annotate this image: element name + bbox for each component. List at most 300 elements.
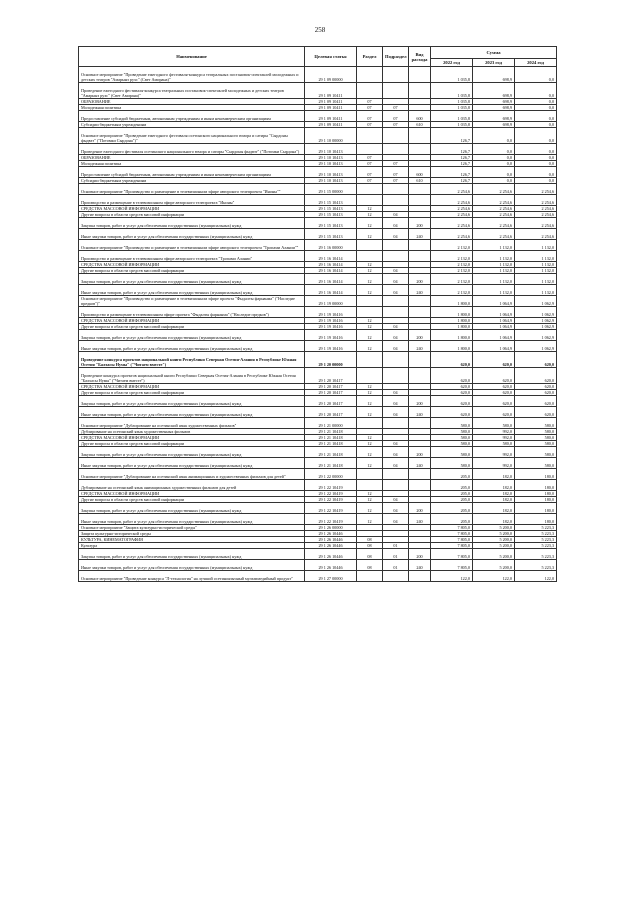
row-sum-2022: 580,0 [431, 418, 473, 429]
row-expense-type [409, 480, 431, 491]
row-sum-2022: 1 035,8 [431, 122, 473, 128]
table-row [79, 274, 557, 285]
row-section: 12 [357, 206, 383, 212]
row-sum-2022: 1 035,8 [431, 99, 473, 105]
row-name: Основное мероприятие "Проведение конкурса "Л-технология" на лучший осетиноязычный мультимедийный продукт" [79, 571, 305, 582]
row-sum-2024: 0,0 [515, 122, 557, 128]
row-code: 29 1 16 10414 [305, 285, 357, 296]
row-sum-2023: 1 064,9 [473, 341, 515, 352]
row-expense-type [409, 418, 431, 429]
row-expense-type: 240 [409, 407, 431, 418]
row-sum-2023: 182,0 [473, 503, 515, 514]
row-name: Закупка товаров, работ и услуг для обеспечения государственных (муниципальных) нужд [79, 330, 305, 341]
table-row [79, 418, 557, 429]
table-row [79, 407, 557, 418]
row-code: 29 1 09 10411 [305, 83, 357, 99]
row-sum-2023: 0,0 [473, 161, 515, 167]
row-name: СРЕДСТВА МАССОВОЙ ИНФОРМАЦИИ [79, 318, 305, 324]
row-subsection: 01 [383, 549, 409, 560]
row-sum-2024: 180,0 [515, 503, 557, 514]
header-section: Раздел [357, 47, 383, 67]
row-sum-2022: 122,0 [431, 571, 473, 582]
row-name: Иные закупки товаров, работ и услуг для обеспечения государственных (муниципальных) нужд [79, 229, 305, 240]
row-subsection [383, 469, 409, 480]
row-name: Субсидии бюджетным учреждениям [79, 122, 305, 128]
row-section: 08 [357, 549, 383, 560]
row-expense-type [409, 352, 431, 368]
header-code: Целевая статья [305, 47, 357, 67]
row-sum-2022: 580,0 [431, 435, 473, 441]
row-code: 29 1 21 10418 [305, 458, 357, 469]
row-name: Проведение ежегодного фестиваля-конкурса театральных постановок-спектаклей молодежных и детских театров "Амарынэ рухс" (Свет Амирана)" [79, 83, 305, 99]
row-code: 29 1 22 10419 [305, 514, 357, 525]
row-name: Закупка товаров, работ и услуг для обеспечения государственных (муниципальных) нужд [79, 503, 305, 514]
row-sum-2024: 580,0 [515, 458, 557, 469]
row-expense-type: 200 [409, 330, 431, 341]
row-sum-2024: 5 223,3 [515, 531, 557, 537]
row-sum-2024: 580,0 [515, 447, 557, 458]
table-row [79, 469, 557, 480]
row-name: Молодежная политика [79, 161, 305, 167]
row-code: 29 1 15 10413 [305, 212, 357, 218]
row-code: 29 1 09 10411 [305, 111, 357, 122]
header-name: Наименование [79, 47, 305, 67]
row-code: 29 1 21 10418 [305, 429, 357, 435]
row-sum-2024: 0,0 [515, 155, 557, 161]
table-row [79, 296, 557, 307]
row-code: 29 1 20 10417 [305, 384, 357, 390]
row-sum-2024: 1 062,9 [515, 324, 557, 330]
row-section: 12 [357, 218, 383, 229]
row-sum-2022: 126,7 [431, 161, 473, 167]
row-sum-2023: 182,0 [473, 469, 515, 480]
row-sum-2023: 1 064,9 [473, 318, 515, 324]
row-expense-type: 240 [409, 458, 431, 469]
row-sum-2023: 620,0 [473, 390, 515, 396]
row-expense-type [409, 83, 431, 99]
row-name: Проведение ежегодного фестиваля осетинского национального юмора и сатиры "Сырдоны фыдвзт" ("Потомки Сырдона") [79, 144, 305, 155]
row-sum-2023: 580,0 [473, 418, 515, 429]
row-sum-2023: 2 254,6 [473, 212, 515, 218]
row-code: 29 1 19 00000 [305, 296, 357, 307]
row-sum-2022: 1 035,8 [431, 105, 473, 111]
row-sum-2023: 698,9 [473, 67, 515, 83]
table-row [79, 341, 557, 352]
row-code: 29 1 22 10419 [305, 503, 357, 514]
row-sum-2022: 205,0 [431, 503, 473, 514]
row-sum-2023: 1 064,9 [473, 307, 515, 318]
row-section: 12 [357, 447, 383, 458]
table-row [79, 195, 557, 206]
row-sum-2022: 126,7 [431, 144, 473, 155]
row-sum-2024: 580,0 [515, 418, 557, 429]
row-sum-2024: 0,0 [515, 128, 557, 144]
row-code: 29 1 19 10416 [305, 307, 357, 318]
row-section [357, 368, 383, 384]
row-section: 08 [357, 543, 383, 549]
row-section [357, 128, 383, 144]
row-sum-2023: 122,0 [473, 571, 515, 582]
row-section [357, 83, 383, 99]
row-sum-2024: 2 254,6 [515, 229, 557, 240]
row-section [357, 480, 383, 491]
row-subsection: 04 [383, 514, 409, 525]
row-subsection [383, 144, 409, 155]
row-code: 29 1 10 10413 [305, 155, 357, 161]
table-body [79, 67, 557, 582]
row-subsection: 04 [383, 274, 409, 285]
row-sum-2023: 1 132,0 [473, 274, 515, 285]
row-sum-2023: 1 132,0 [473, 262, 515, 268]
table-row [79, 285, 557, 296]
row-sum-2022: 2 254,6 [431, 229, 473, 240]
row-section: 12 [357, 384, 383, 390]
row-expense-type: 240 [409, 285, 431, 296]
row-code: 29 1 27 00000 [305, 571, 357, 582]
row-section [357, 469, 383, 480]
row-name: Закупка товаров, работ и услуг для обеспечения государственных (муниципальных) нужд [79, 396, 305, 407]
row-sum-2023: 698,9 [473, 99, 515, 105]
row-sum-2023: 182,0 [473, 497, 515, 503]
row-expense-type [409, 144, 431, 155]
row-section [357, 307, 383, 318]
row-subsection: 07 [383, 105, 409, 111]
row-name: Защита культурно-исторической среды [79, 531, 305, 537]
row-code: 29 1 19 10416 [305, 341, 357, 352]
row-sum-2023: 2 254,6 [473, 195, 515, 206]
row-section: 07 [357, 161, 383, 167]
row-name: Основное мероприятие "Дублирование на осетинский язык художественных фильмов" [79, 418, 305, 429]
row-sum-2022: 7 805,0 [431, 543, 473, 549]
row-sum-2023: 2 254,6 [473, 184, 515, 195]
row-sum-2023: 992,0 [473, 458, 515, 469]
row-code: 29 1 21 10418 [305, 441, 357, 447]
row-sum-2022: 1 035,8 [431, 83, 473, 99]
row-expense-type: 200 [409, 503, 431, 514]
row-name: Предоставление субсидий бюджетным, автономным учреждениям и иным некоммерческим организациям [79, 111, 305, 122]
row-section: 07 [357, 178, 383, 184]
row-sum-2023: 580,0 [473, 441, 515, 447]
row-expense-type: 240 [409, 560, 431, 571]
row-subsection: 01 [383, 560, 409, 571]
row-subsection [383, 128, 409, 144]
row-name: КУЛЬТУРА, КИНЕМАТОГРАФИЯ [79, 537, 305, 543]
row-sum-2023: 0,0 [473, 128, 515, 144]
row-code: 29 1 16 10414 [305, 262, 357, 268]
row-code: 29 1 15 10413 [305, 206, 357, 212]
row-name: Иные закупки товаров, работ и услуг для обеспечения государственных (муниципальных) нужд [79, 285, 305, 296]
row-sum-2023: 2 254,6 [473, 206, 515, 212]
row-code: 29 1 10 10413 [305, 167, 357, 178]
table-row [79, 307, 557, 318]
row-sum-2024: 122,0 [515, 571, 557, 582]
row-code: 29 1 20 10417 [305, 396, 357, 407]
row-section: 07 [357, 122, 383, 128]
row-subsection: 07 [383, 111, 409, 122]
row-sum-2022: 1 800,0 [431, 341, 473, 352]
row-sum-2023: 5 200,0 [473, 537, 515, 543]
budget-table [78, 46, 557, 582]
row-section: 12 [357, 212, 383, 218]
row-sum-2023: 2 254,6 [473, 229, 515, 240]
row-sum-2023: 698,9 [473, 111, 515, 122]
row-code: 29 1 20 00000 [305, 352, 357, 368]
row-code: 29 1 10 10413 [305, 178, 357, 184]
row-section: 07 [357, 167, 383, 178]
row-sum-2023: 620,0 [473, 407, 515, 418]
header-year-2022: 2022 год [431, 59, 473, 67]
row-name: Закупка товаров, работ и услуг для обеспечения государственных (муниципальных) нужд [79, 549, 305, 560]
table-row [79, 514, 557, 525]
row-sum-2023: 5 200,0 [473, 560, 515, 571]
row-section [357, 240, 383, 251]
row-section: 12 [357, 435, 383, 441]
row-subsection: 07 [383, 178, 409, 184]
row-sum-2022: 7 805,0 [431, 549, 473, 560]
row-sum-2024: 0,0 [515, 161, 557, 167]
row-sum-2024: 1 062,9 [515, 307, 557, 318]
table-row [79, 549, 557, 560]
row-name: Закупка товаров, работ и услуг для обеспечения государственных (муниципальных) нужд [79, 218, 305, 229]
row-expense-type [409, 296, 431, 307]
row-sum-2022: 1 800,0 [431, 296, 473, 307]
row-sum-2023: 1 132,0 [473, 285, 515, 296]
row-section: 12 [357, 274, 383, 285]
row-sum-2024: 1 062,9 [515, 330, 557, 341]
table-row [79, 240, 557, 251]
row-name: Производство и размещение в телевизионном эфире авторского телепроекта "Иноны" [79, 195, 305, 206]
row-subsection: 04 [383, 330, 409, 341]
row-sum-2022: 2 132,0 [431, 268, 473, 274]
row-section [357, 144, 383, 155]
row-sum-2022: 2 132,0 [431, 240, 473, 251]
row-sum-2022: 620,0 [431, 396, 473, 407]
row-section: 12 [357, 407, 383, 418]
row-code: 29 1 20 10417 [305, 368, 357, 384]
row-subsection: 07 [383, 167, 409, 178]
row-name: Иные закупки товаров, работ и услуг для обеспечения государственных (муниципальных) нужд [79, 341, 305, 352]
row-code: 29 1 26 10446 [305, 549, 357, 560]
table-row [79, 251, 557, 262]
row-sum-2022: 7 805,0 [431, 531, 473, 537]
table-row [79, 503, 557, 514]
row-sum-2022: 620,0 [431, 352, 473, 368]
row-sum-2024: 1 132,0 [515, 285, 557, 296]
row-sum-2022: 1 800,0 [431, 318, 473, 324]
table-row [79, 396, 557, 407]
row-name: СРЕДСТВА МАССОВОЙ ИНФОРМАЦИИ [79, 262, 305, 268]
row-subsection: 04 [383, 229, 409, 240]
row-sum-2023: 182,0 [473, 480, 515, 491]
row-sum-2023: 1 064,9 [473, 330, 515, 341]
row-name: Молодежная политика [79, 105, 305, 111]
row-subsection: 04 [383, 324, 409, 330]
row-expense-type [409, 571, 431, 582]
row-sum-2022: 1 035,8 [431, 67, 473, 83]
row-sum-2024: 0,0 [515, 178, 557, 184]
row-subsection: 04 [383, 285, 409, 296]
row-sum-2024: 2 254,6 [515, 218, 557, 229]
row-code: 29 1 16 10414 [305, 251, 357, 262]
row-subsection: 04 [383, 441, 409, 447]
row-sum-2022: 580,0 [431, 429, 473, 435]
row-name: Производство и размещение в телевизионном эфире авторского телепроекта "Тропами Алании" [79, 251, 305, 262]
page-number: 258 [314, 26, 326, 34]
row-sum-2022: 126,7 [431, 178, 473, 184]
row-code: 29 1 16 10414 [305, 268, 357, 274]
table-row [79, 128, 557, 144]
table-row [79, 167, 557, 178]
row-sum-2023: 0,0 [473, 178, 515, 184]
row-sum-2022: 205,0 [431, 480, 473, 491]
row-sum-2024: 2 254,6 [515, 195, 557, 206]
row-sum-2022: 1 035,8 [431, 111, 473, 122]
table-row [79, 368, 557, 384]
row-section: 12 [357, 268, 383, 274]
row-expense-type [409, 184, 431, 195]
row-sum-2024: 180,0 [515, 497, 557, 503]
row-section [357, 296, 383, 307]
row-sum-2024: 580,0 [515, 435, 557, 441]
row-subsection: 04 [383, 503, 409, 514]
row-sum-2024: 5 223,3 [515, 543, 557, 549]
row-sum-2022: 620,0 [431, 390, 473, 396]
row-sum-2022: 2 254,6 [431, 195, 473, 206]
row-code: 29 1 15 10413 [305, 195, 357, 206]
row-sum-2024: 620,0 [515, 384, 557, 390]
row-section: 12 [357, 229, 383, 240]
row-sum-2022: 2 254,6 [431, 218, 473, 229]
row-sum-2023: 1 132,0 [473, 268, 515, 274]
table-row [79, 111, 557, 122]
row-name: Основное мероприятие "Дублирование на осетинский язык анимационных и художественных фильмов для детей" [79, 469, 305, 480]
row-name: Основное мероприятие "Защита культурно-исторической среды" [79, 525, 305, 531]
header-sum: Сумма [431, 47, 557, 59]
row-sum-2024: 620,0 [515, 390, 557, 396]
row-code: 29 1 09 10411 [305, 122, 357, 128]
row-subsection [383, 251, 409, 262]
row-name: Иные закупки товаров, работ и услуг для обеспечения государственных (муниципальных) нужд [79, 560, 305, 571]
row-section [357, 251, 383, 262]
row-code: 29 1 21 00000 [305, 418, 357, 429]
row-sum-2023: 698,9 [473, 83, 515, 99]
row-sum-2022: 1 800,0 [431, 324, 473, 330]
row-code: 29 1 26 10446 [305, 537, 357, 543]
row-name: Другие вопросы в области средств массовой информации [79, 324, 305, 330]
row-expense-type: 610 [409, 178, 431, 184]
row-section: 12 [357, 514, 383, 525]
row-subsection [383, 352, 409, 368]
row-subsection [383, 368, 409, 384]
row-sum-2024: 1 132,0 [515, 251, 557, 262]
row-section: 12 [357, 503, 383, 514]
row-subsection: 07 [383, 161, 409, 167]
row-sum-2023: 620,0 [473, 368, 515, 384]
table-row [79, 83, 557, 99]
row-sum-2023: 1 132,0 [473, 251, 515, 262]
row-expense-type: 600 [409, 111, 431, 122]
row-name: Другие вопросы в области средств массовой информации [79, 441, 305, 447]
row-sum-2024: 1 132,0 [515, 240, 557, 251]
row-sum-2024: 620,0 [515, 368, 557, 384]
table-row [79, 447, 557, 458]
row-sum-2022: 205,0 [431, 491, 473, 497]
row-name: СРЕДСТВА МАССОВОЙ ИНФОРМАЦИИ [79, 384, 305, 390]
row-sum-2024: 0,0 [515, 105, 557, 111]
row-subsection [383, 195, 409, 206]
row-name: Предоставление субсидий бюджетным, автономным учреждениям и иным некоммерческим организациям [79, 167, 305, 178]
row-sum-2022: 7 805,0 [431, 525, 473, 531]
row-sum-2023: 5 200,0 [473, 531, 515, 537]
row-sum-2023: 5 200,0 [473, 543, 515, 549]
row-section: 12 [357, 491, 383, 497]
row-name: Основное мероприятие "Проведение ежегодного фестиваля осетинского национального юмора и сатиры "Сырдоны фыдвзт" ("Потомки Сырдона")" [79, 128, 305, 144]
row-subsection: 04 [383, 407, 409, 418]
row-expense-type: 610 [409, 122, 431, 128]
row-name: Основное мероприятие "Производство и размещение в телевизионном эфире авторского телепроекта "Тропами Алании"" [79, 240, 305, 251]
row-sum-2022: 2 132,0 [431, 262, 473, 268]
row-code: 29 1 22 10419 [305, 497, 357, 503]
row-code: 29 1 26 10446 [305, 543, 357, 549]
row-expense-type [409, 240, 431, 251]
row-sum-2024: 1 062,9 [515, 318, 557, 324]
row-name: Закупка товаров, работ и услуг для обеспечения государственных (муниципальных) нужд [79, 447, 305, 458]
row-section: 12 [357, 262, 383, 268]
row-section: 12 [357, 285, 383, 296]
row-sum-2022: 7 805,0 [431, 560, 473, 571]
row-sum-2023: 1 064,9 [473, 324, 515, 330]
row-subsection: 04 [383, 268, 409, 274]
row-section: 12 [357, 396, 383, 407]
header-year-2024: 2024 год [515, 59, 557, 67]
row-code: 29 1 26 10446 [305, 531, 357, 537]
row-expense-type: 600 [409, 167, 431, 178]
table-row [79, 184, 557, 195]
row-code: 29 1 16 00000 [305, 240, 357, 251]
row-name: Основное мероприятие "Производство и размещение в телевизионном эфире проекта "Фыдалты фарнанма" ("Наследие предков")" [79, 296, 305, 307]
table-row [79, 67, 557, 83]
header-subsection: Подраздел [383, 47, 409, 67]
row-sum-2022: 620,0 [431, 368, 473, 384]
row-section [357, 184, 383, 195]
row-sum-2024: 0,0 [515, 111, 557, 122]
row-code: 29 1 15 10413 [305, 218, 357, 229]
row-section: 12 [357, 330, 383, 341]
row-section [357, 571, 383, 582]
row-sum-2024: 0,0 [515, 99, 557, 105]
row-expense-type: 240 [409, 229, 431, 240]
row-sum-2023: 0,0 [473, 144, 515, 155]
row-sum-2022: 7 805,0 [431, 537, 473, 543]
row-section: 08 [357, 560, 383, 571]
row-subsection: 04 [383, 447, 409, 458]
row-expense-type [409, 128, 431, 144]
row-subsection: 04 [383, 218, 409, 229]
row-sum-2022: 126,7 [431, 128, 473, 144]
row-code: 29 1 09 10411 [305, 99, 357, 105]
table-row [79, 560, 557, 571]
table-row [79, 458, 557, 469]
row-sum-2022: 580,0 [431, 458, 473, 469]
table-row [79, 352, 557, 368]
row-name: Дублирование на осетинский язык художественных фильмов [79, 429, 305, 435]
row-section [357, 418, 383, 429]
row-sum-2023: 182,0 [473, 514, 515, 525]
row-sum-2022: 2 132,0 [431, 251, 473, 262]
row-sum-2024: 2 254,6 [515, 212, 557, 218]
row-sum-2024: 620,0 [515, 352, 557, 368]
row-sum-2023: 182,0 [473, 491, 515, 497]
